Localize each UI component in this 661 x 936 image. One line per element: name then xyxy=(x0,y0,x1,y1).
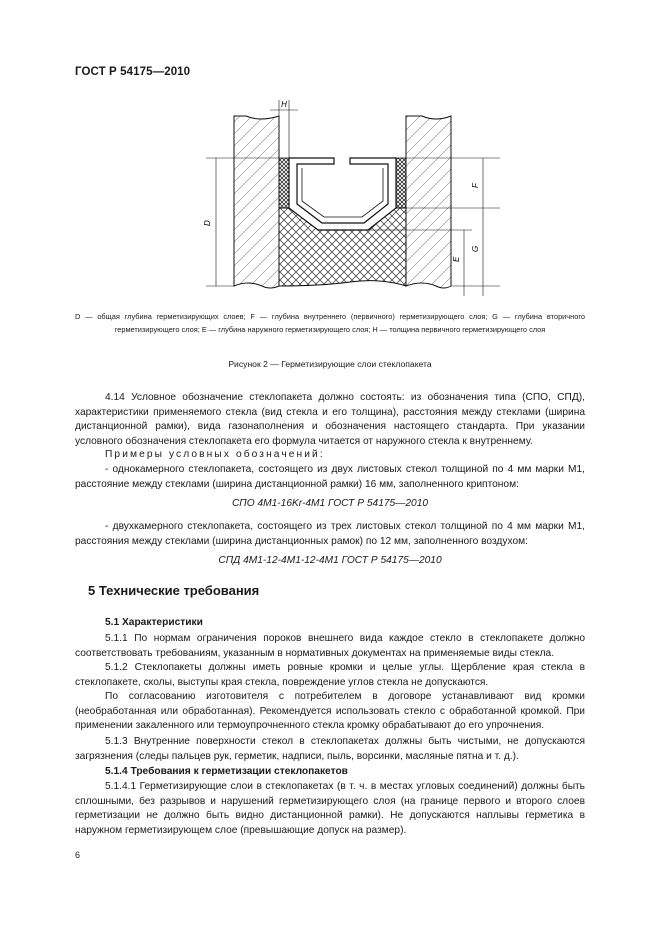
formula-2: СПД 4М1-12-4М1-12-4М1 ГОСТ Р 54175—2010 xyxy=(218,555,442,566)
sealant-layers-figure xyxy=(200,96,520,296)
example-2: - двухкамерного стеклопакета, состоящего из трех листовых стекол толщиной по 4 мм марки М1, расстояния между стеклами (ширина дистанционных рамок) по 12 мм, заполненного воздухом: xyxy=(75,521,585,547)
left-glass-pane xyxy=(234,116,279,288)
figure-caption: Рисунок 2 — Герметизирующие слои стеклопакета xyxy=(228,359,432,369)
dim-label-d: D xyxy=(203,220,212,226)
section-5-1-title: 5.1 Характеристики xyxy=(105,617,203,628)
document-header: ГОСТ Р 54175—2010 xyxy=(75,66,191,78)
right-glass-pane xyxy=(406,116,451,288)
figure-legend: D — общая глубина герметизирующих слоев; F — глубина внутреннего (первичного) герметизирующего слоя; G — глубина вторичного герметизирующего слоя; E — глубина наружного герметизирующего слоя; H — толщина первичного герметизирующего слоя xyxy=(75,312,585,334)
section-5-1-4-title: 5.1.4 Требования к герметизации стеклопакетов xyxy=(105,766,348,777)
section-5-title: 5 Технические требования xyxy=(88,583,260,598)
spacer-frame xyxy=(289,158,396,230)
paragraph-edge-agreement: По согласованию изготовителя с потребителем в договоре устанавливают вид кромки (необработанная или обработанная). Рекомендуется использовать стекло с обработанной кромкой. При применении закаленного или термоупрочненного стекла кромку обрабатывают до его упрочнения. xyxy=(75,691,585,732)
examples-heading: Примеры условных обозначений: xyxy=(105,449,325,460)
paragraph-5-1-1: 5.1.1 По нормам ограничения пороков внешнего вида каждое стекло в стеклопакете должно соответствовать требованиям, указанным в нормативных документах на применяемые виды стекла. xyxy=(75,633,585,659)
paragraph-4-14: 4.14 Условное обозначение стеклопакета должно состоять: из обозначения типа (СПО, СПД), характеристики применяемого стекла (вид стекла и его толщина), расстояния между стеклами (ширина дистанционной рамки), вида газонаполнения и обозначения настоящего стандарта. При указании условного обозначения стеклопакета его формула читается от наружного стекла к внутреннему. xyxy=(75,392,585,447)
paragraph-5-1-3: 5.1.3 Внутренние поверхности стекол в стеклопакетах должны быть чистыми, не допускаются загрязнения (следы пальцев рук, герметик, надписи, пыль, ворсинки, масляные пятна и т. д.). xyxy=(75,736,585,762)
paragraph-5-1-2: 5.1.2 Стеклопакеты должны иметь ровные кромки и целые углы. Щербление края стекла в стеклопакете, сколы, выступы края стекла, повреждение углов стекла не допускаются. xyxy=(75,662,585,688)
secondary-sealant xyxy=(279,208,406,286)
formula-1: СПО 4М1-16Kr-4М1 ГОСТ Р 54175—2010 xyxy=(231,498,429,509)
paragraph-5-1-4-1: 5.1.4.1 Герметизирующие слои в стеклопакетах (в т. ч. в местах угловых соединений) должны быть сплошными, без разрывов и нарушений герметизирующего слоя (на границе первого и второго слоев герметизации не должно быть видно дистанционной рамки). Не допускаются наплывы герметика в наружном герметизирующем слое (превышающие допуск на размер). xyxy=(75,781,585,836)
dim-label-g: G xyxy=(471,245,480,252)
dim-label-h: H xyxy=(281,100,287,109)
page-number: 6 xyxy=(75,850,81,860)
dim-label-e: E xyxy=(452,256,461,262)
dim-label-f: F xyxy=(471,183,480,188)
primary-sealant-left xyxy=(279,158,289,208)
example-1: - однокамерного стеклопакета, состоящего из двух листовых стекол толщиной по 4 мм марки М1, расстояние между стеклами (ширина дистанционной рамки) 16 мм, заполненного криптоном: xyxy=(75,464,585,490)
primary-sealant-right xyxy=(396,158,406,208)
